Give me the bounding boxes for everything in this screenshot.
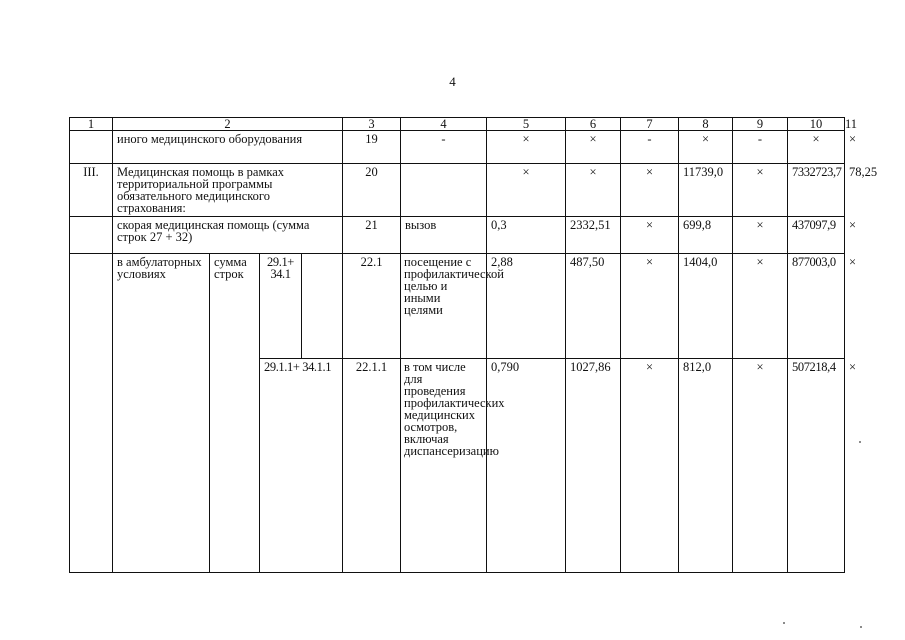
row-name: иного медицинского оборудования	[113, 131, 343, 164]
row-name: в амбулаторных условиях	[113, 254, 210, 573]
page-number: 4	[449, 74, 456, 89]
col-4-header: 4	[401, 118, 487, 131]
scan-speck	[860, 626, 862, 628]
medical-care-table	[69, 117, 878, 573]
table-row: III. Медицинская помощь в рамках территориальной программы обязательного медицинского страхования: 20 × × × 11739,0 × 7332723,7 78,25	[70, 164, 845, 217]
col-2-header: 2	[113, 118, 343, 131]
row-name: скорая медицинская помощь (сумма строк 27 + 32)	[113, 217, 343, 254]
sum-label: сумма строк	[210, 254, 260, 573]
col-3-header: 3	[343, 118, 401, 131]
col-5-header: 5	[487, 118, 566, 131]
scan-speck	[783, 622, 785, 624]
col-10-header: 10	[788, 118, 845, 131]
row-name: Медицинская помощь в рамках территориальной программы обязательного медицинского страхования:	[113, 164, 343, 217]
section-number: III.	[70, 164, 113, 217]
table-row: скорая медицинская помощь (сумма строк 27 + 32) 21 вызов 0,3 2332,51 × 699,8 × 437097,9 ×	[70, 217, 845, 254]
col-7-header: 7	[621, 118, 679, 131]
column-number-row: 1 2 3 4 5 6 7 8 9 10 11	[70, 118, 845, 131]
table-row: иного медицинского оборудования 19 - × × - × - × ×	[70, 131, 845, 164]
table-row: 29.1.1+ 34.1.1 22.1.1 в том числе для проведения профилактических медицинских осмотров, включая диспансеризацию 0,790 1027,86 × 812,0 × 507218,4 ×	[70, 359, 845, 573]
table-row: в амбулаторных условиях сумма строк 29.1+ 34.1 22.1 посещение с профилактической целью и иными целями 2,88 487,50 × 1404,0 × 877003,0 ×	[70, 254, 845, 359]
col-1-header: 1	[70, 118, 113, 131]
col-9-header: 9	[733, 118, 788, 131]
scan-speck	[859, 441, 861, 443]
row-range: 29.1+ 34.1	[260, 254, 302, 359]
col-6-header: 6	[566, 118, 621, 131]
col-8-header: 8	[679, 118, 733, 131]
row-range: 29.1.1+ 34.1.1	[260, 359, 343, 573]
